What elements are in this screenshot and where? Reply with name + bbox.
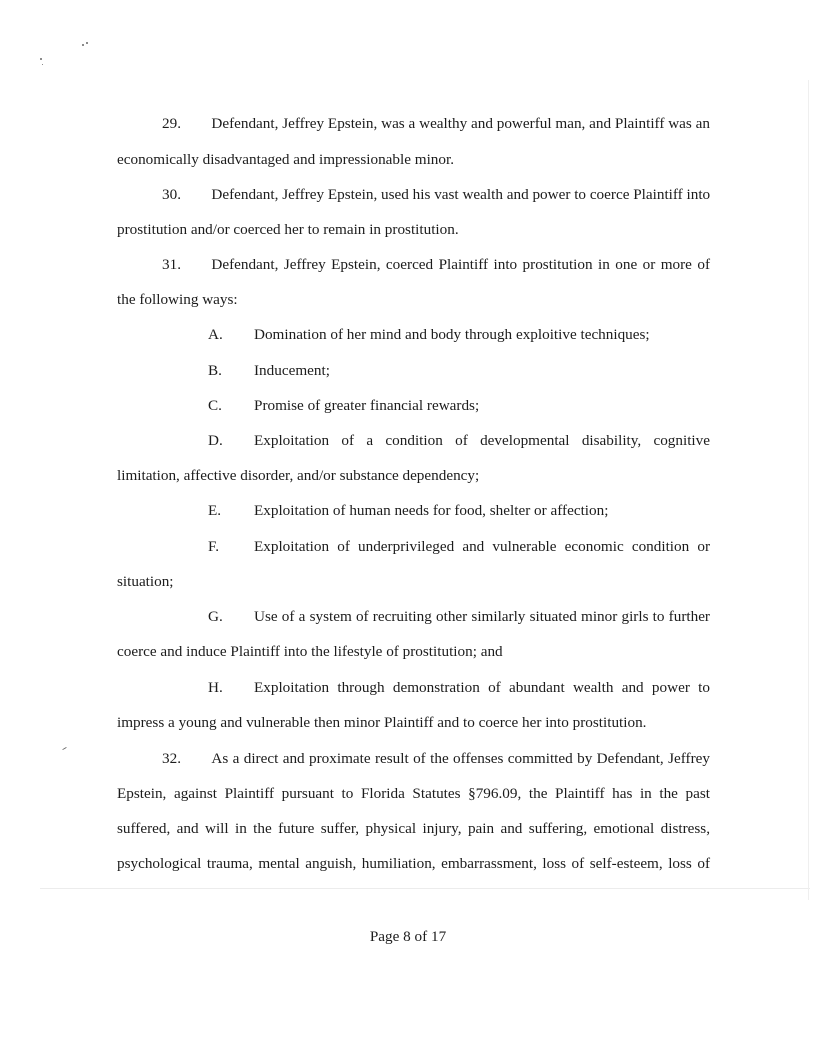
scan-edge-line <box>808 80 809 900</box>
para-31-line-2: the following ways: <box>117 291 238 308</box>
item-b-text: Inducement; <box>254 362 330 379</box>
para-29-line-2: economically disadvantaged and impressionable minor. <box>117 151 454 168</box>
item-g-continuation: coerce and induce Plaintiff into the lifestyle of prostitution; and <box>117 643 503 660</box>
para-32-line-3: suffered, and will in the future suffer, physical injury, pain and suffering, emotional distress, <box>117 820 710 837</box>
item-f-text: Exploitation of underprivileged and vulnerable economic condition or <box>254 538 710 555</box>
para-32-line-4: psychological trauma, mental anguish, humiliation, embarrassment, loss of self-esteem, loss of <box>117 855 710 872</box>
item-c-text: Promise of greater financial rewards; <box>254 397 480 414</box>
item-g-letter: G. <box>208 608 223 625</box>
item-h-continuation: impress a young and vulnerable then minor Plaintiff and to coerce her into prostitution. <box>117 714 647 731</box>
item-g-text: Use of a system of recruiting other similarly situated minor girls to further <box>254 608 710 625</box>
item-d-continuation: limitation, affective disorder, and/or substance dependency; <box>117 467 480 484</box>
para-29-line-1: 29. Defendant, Jeffrey Epstein, was a wealthy and powerful man, and Plaintiff was an <box>162 115 710 132</box>
item-f-letter: F. <box>208 538 220 555</box>
item-b-letter: B. <box>208 362 222 379</box>
item-a-text: Domination of her mind and body through exploitive techniques; <box>254 326 650 343</box>
item-h-letter: H. <box>208 679 223 696</box>
para-32-line-2: Epstein, against Plaintiff pursuant to Florida Statutes §796.09, the Plaintiff has in the past <box>117 785 710 802</box>
item-a-letter: A. <box>208 326 223 343</box>
item-h-text: Exploitation through demonstration of abundant wealth and power to <box>254 679 710 696</box>
item-d-text: Exploitation of a condition of developmental disability, cognitive <box>254 432 710 449</box>
para-32-line-1: 32. As a direct and proximate result of the offenses committed by Defendant, Jeffrey <box>162 750 710 767</box>
scan-fold-line <box>40 888 810 889</box>
item-e-letter: E. <box>208 502 222 519</box>
para-30-line-1: 30. Defendant, Jeffrey Epstein, used his vast wealth and power to coerce Plaintiff into <box>162 186 711 203</box>
item-d-letter: D. <box>208 432 223 449</box>
item-c-letter: C. <box>208 397 222 414</box>
para-31-line-1: 31. Defendant, Jeffrey Epstein, coerced Plaintiff into prostitution in one or more of <box>162 256 710 273</box>
para-30-line-2: prostitution and/or coerced her to remain in prostitution. <box>117 221 459 238</box>
item-f-continuation: situation; <box>117 573 174 590</box>
page-number: Page 8 of 17 <box>369 928 447 945</box>
item-e-text: Exploitation of human needs for food, shelter or affection; <box>254 502 609 519</box>
